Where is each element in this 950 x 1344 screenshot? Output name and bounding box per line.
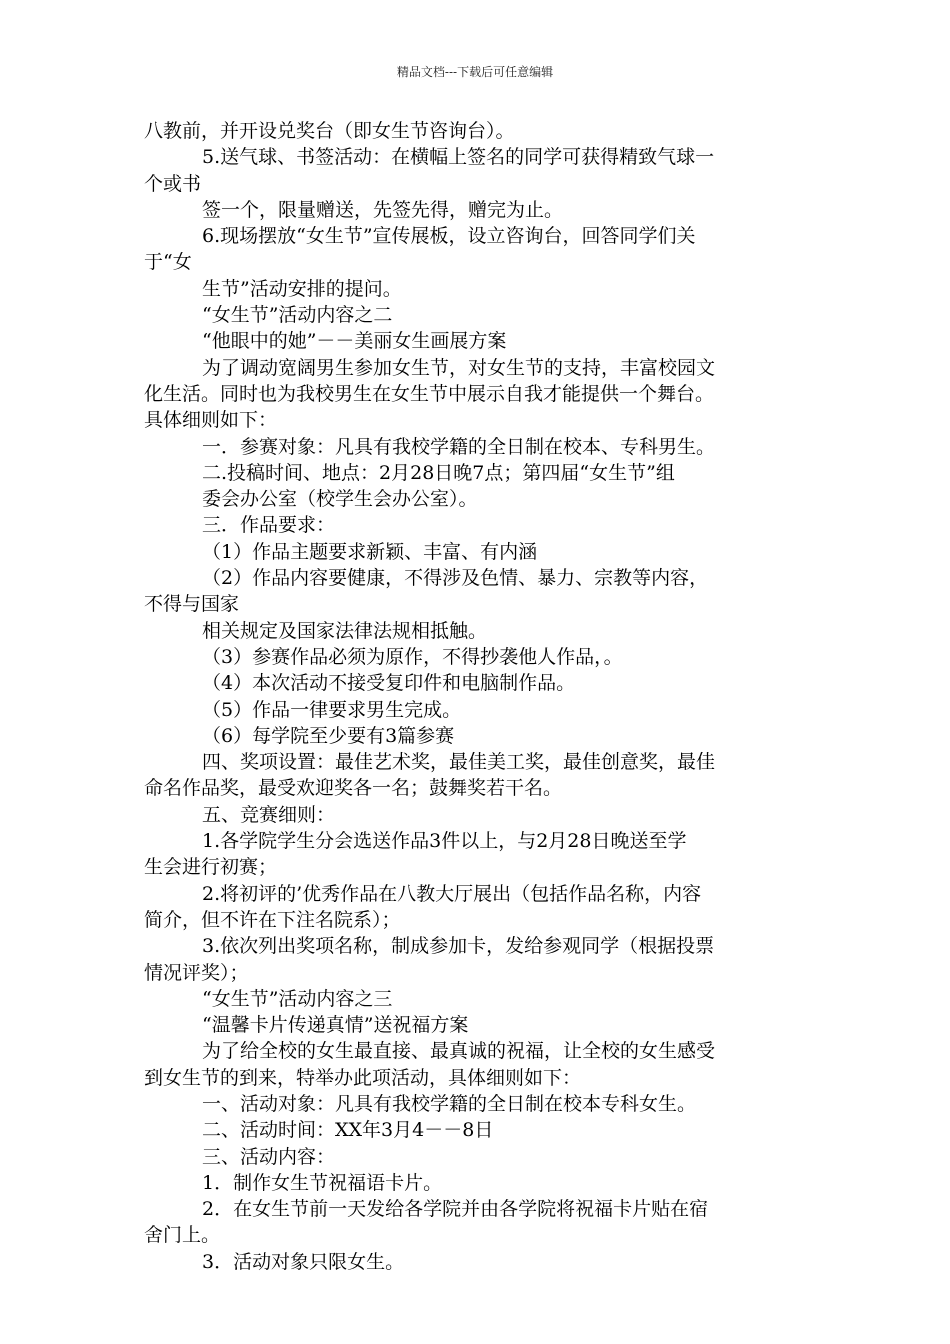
text-line: “他眼中的她”－－美丽女生画展方案 — [202, 330, 507, 353]
text-line: 生节”活动安排的提问。 — [202, 277, 402, 300]
text-line: 于“女 — [144, 251, 192, 274]
page-header: 精品文档---下载后可任意编辑 — [396, 65, 554, 79]
text-line: “女生节”活动内容之三 — [202, 987, 393, 1010]
text-line: 四、奖项设置：最佳艺术奖，最佳美工奖，最佳创意奖，最佳 — [202, 751, 716, 774]
text-line: （5）作品一律要求男生完成。 — [202, 698, 462, 721]
text-line: 6.现场摆放“女生节”宣传展板，设立咨询台，回答同学们关 — [202, 225, 696, 248]
text-line: 2．在女生节前一天发给各学院并由各学院将祝福卡片贴在宿 — [202, 1198, 709, 1221]
text-line: （4）本次活动不接受复印件和电脑制作品。 — [202, 672, 576, 695]
text-line: 化生活。同时也为我校男生在女生节中展示自我才能提供一个舞台。 — [144, 382, 715, 405]
text-line: （2）作品内容要健康，不得涉及色情、暴力、宗教等内容， — [202, 567, 709, 590]
text-line: “温馨卡片传递真情”送祝福方案 — [202, 1014, 469, 1037]
text-line: 2.将初评的’优秀作品在八教大厅展出（包括作品名称，内容 — [202, 882, 702, 905]
text-line: 为了给全校的女生最直接、最真诚的祝福，让全校的女生感受 — [202, 1040, 716, 1063]
text-line: （1）作品主题要求新颖、丰富、有内涵 — [202, 540, 538, 563]
text-line: 三．作品要求： — [202, 514, 336, 537]
text-line: 到女生节的到来，特举办此项活动，具体细则如下： — [144, 1066, 582, 1089]
text-line: 简介，但不许在下注名院系）； — [144, 908, 401, 931]
text-line: 5.送气球、书签活动：在横幅上签名的同学可获得精致气球一 — [202, 146, 715, 169]
text-line: 五、竞赛细则： — [202, 803, 336, 826]
text-line: 个或书 — [144, 172, 202, 195]
text-line: 3．活动对象只限女生。 — [202, 1250, 405, 1273]
text-line: 签一个，限量赠送，先签先得，赠完为止。 — [202, 198, 564, 221]
document-body — [144, 118, 814, 1275]
text-line: 委会办公室（校学生会办公室）。 — [202, 488, 478, 511]
text-line: 相关规定及国家法律法规相抵触。 — [202, 619, 488, 642]
text-line: 为了调动宽阔男生参加女生节，对女生节的支持，丰富校园文 — [202, 356, 716, 379]
text-line: 生会进行初赛； — [144, 856, 278, 879]
text-line: 具体细则如下： — [144, 409, 278, 432]
text-line: 八教前，并开设兑奖台（即女生节咨询台）。 — [144, 120, 515, 142]
text-line: 1.各学院学生分会选送作品3件以上，与2月28日晚送至学 — [202, 830, 687, 853]
text-line: 命名作品奖，最受欢迎奖各一名；鼓舞奖若干名。 — [144, 777, 563, 800]
text-line: 二.投稿时间、地点：2月28日晚7点；第四届“女生节”组 — [202, 461, 675, 484]
text-line: 一、活动对象：凡具有我校学籍的全日制在校本专科女生。 — [202, 1092, 697, 1115]
text-line: （3）参赛作品必须为原作，不得抄袭他人作品，。 — [202, 645, 623, 668]
text-line: 1．制作女生节祝福语卡片。 — [202, 1171, 443, 1194]
text-line: 3.依次列出奖项名称，制成参加卡，发给参观同学（根据投票 — [202, 935, 715, 958]
text-line: （6）每学院至少要有3篇参赛 — [202, 724, 455, 747]
text-line: “女生节”活动内容之二 — [202, 304, 393, 327]
text-line: 不得与国家 — [144, 593, 240, 616]
text-line: 情况评奖）； — [144, 961, 249, 984]
text-line: 三、活动内容： — [202, 1145, 336, 1168]
text-line: 舍门上。 — [144, 1224, 221, 1247]
text-line: 二、活动时间：XX年3月4－－8日 — [202, 1119, 494, 1142]
text-line: 一．参赛对象：凡具有我校学籍的全日制在校本、专科男生。 — [202, 435, 716, 458]
